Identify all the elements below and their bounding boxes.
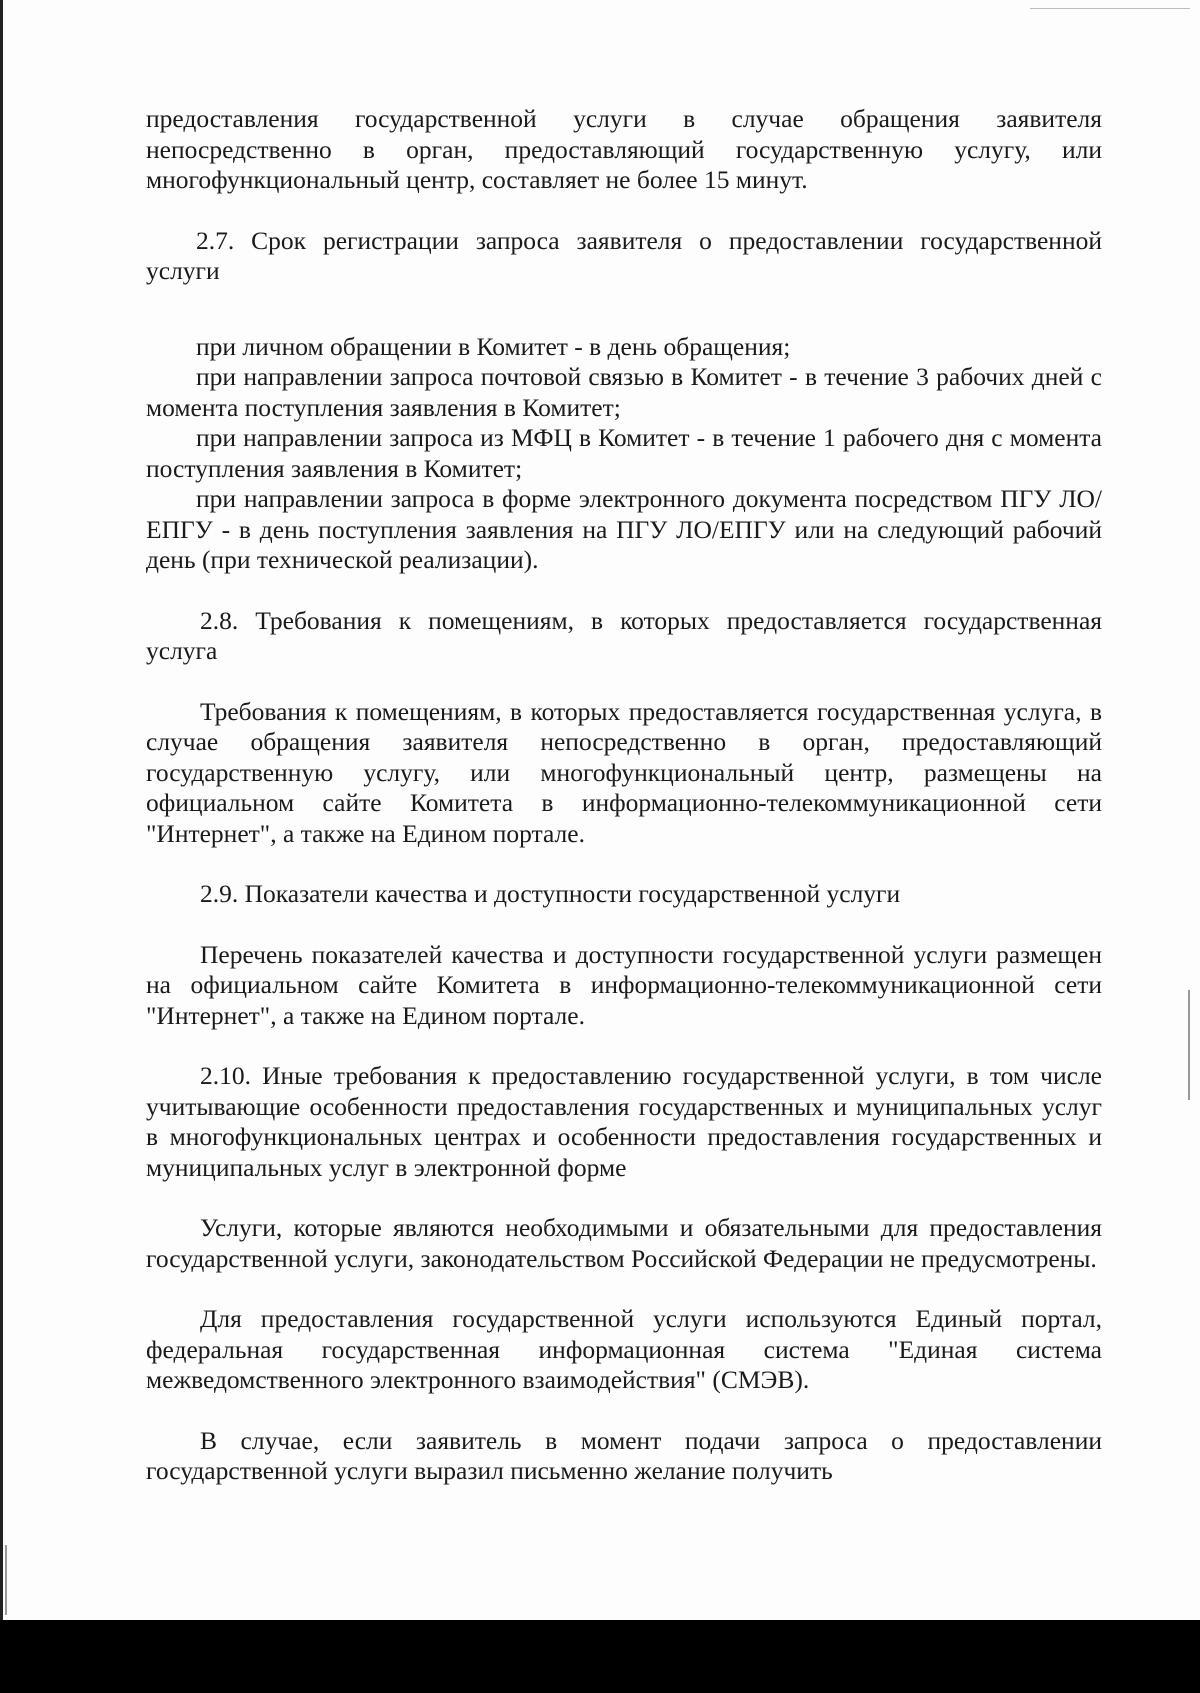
paragraph-time-limit-end: предоставления государственной услуги в случае обращения заявителя непосредственно в орган, предоставляющий государственную услугу, или многофункциональный центр, составляет не более 15 минут. <box>146 104 1102 194</box>
section-heading-2-10: 2.10. Иные требования к предоставлению государственной услуги, в том числе учитывающие особенности предоставления государственных и муниципальных услуг в многофункциональных центрах и особенности предоставления государственных и муниципальных услуг в электронной форме <box>146 1061 1102 1182</box>
paragraph-electronic-request: при направлении запроса в форме электронного документа посредством ПГУ ЛО/ЕПГУ - в день поступления заявления на ПГУ ЛО/ЕПГУ или на следующий рабочий день (при технической реализации). <box>146 484 1102 574</box>
paragraph-postal-request: при направлении запроса почтовой связью в Комитет - в течение 3 рабочих дней с момента поступления заявления в Комитет; <box>146 362 1102 422</box>
section-heading-2-9: 2.9. Показатели качества и доступности государственной услуги <box>200 879 901 908</box>
paragraph-necessary-services: Услуги, которые являются необходимыми и обязательными для предоставления государственной услуги, законодательством Российской Федерации не предусмотрены. <box>146 1213 1102 1273</box>
scan-right-mark <box>1188 990 1190 1100</box>
section-heading-2-8: 2.8. Требования к помещениям, в которых предоставляется государственная услуга <box>146 605 1102 665</box>
paragraph-mfc-request: при направлении запроса из МФЦ в Комитет - в течение 1 рабочего дня с момента поступления заявления в Комитет; <box>146 423 1102 483</box>
paragraph-premises-requirements: Требования к помещениям, в которых предоставляется государственная услуга, в случае обращения заявителя непосредственно в орган, предоставляющий государственную услугу, или многофункциональный центр, размещены на официальном сайте Комитета в информационно-телекоммуникационной сети "Интернет", а также на Едином портале. <box>146 696 1102 848</box>
scan-bottom-bar <box>0 1620 1200 1693</box>
document-body <box>146 104 1102 1487</box>
paragraph-quality-indicators: Перечень показателей качества и доступности государственной услуги размещен на официальном сайте Комитета в информационно-телекоммуникационной сети "Интернет", а также на Едином портале. <box>146 939 1102 1030</box>
paragraph-personal-visit: при личном обращении в Комитет - в день обращения; <box>196 331 791 361</box>
section-heading-2-7: 2.7. Срок регистрации запроса заявителя о предоставлении государственной услуги <box>146 225 1102 285</box>
scan-top-mark <box>1030 8 1190 9</box>
paragraph-smev: Для предоставления государственной услуги используются Единый портал, федеральная государственная информационная система "Единая система межведомственного электронного взаимодействия" (СМЭВ). <box>146 1304 1102 1394</box>
scan-left-bottom-mark <box>5 1545 7 1615</box>
scan-left-edge <box>0 0 3 1693</box>
paragraph-applicant-wish: В случае, если заявитель в момент подачи запроса о предоставлении государственной услуги выразил письменно желание получить <box>146 1425 1102 1485</box>
